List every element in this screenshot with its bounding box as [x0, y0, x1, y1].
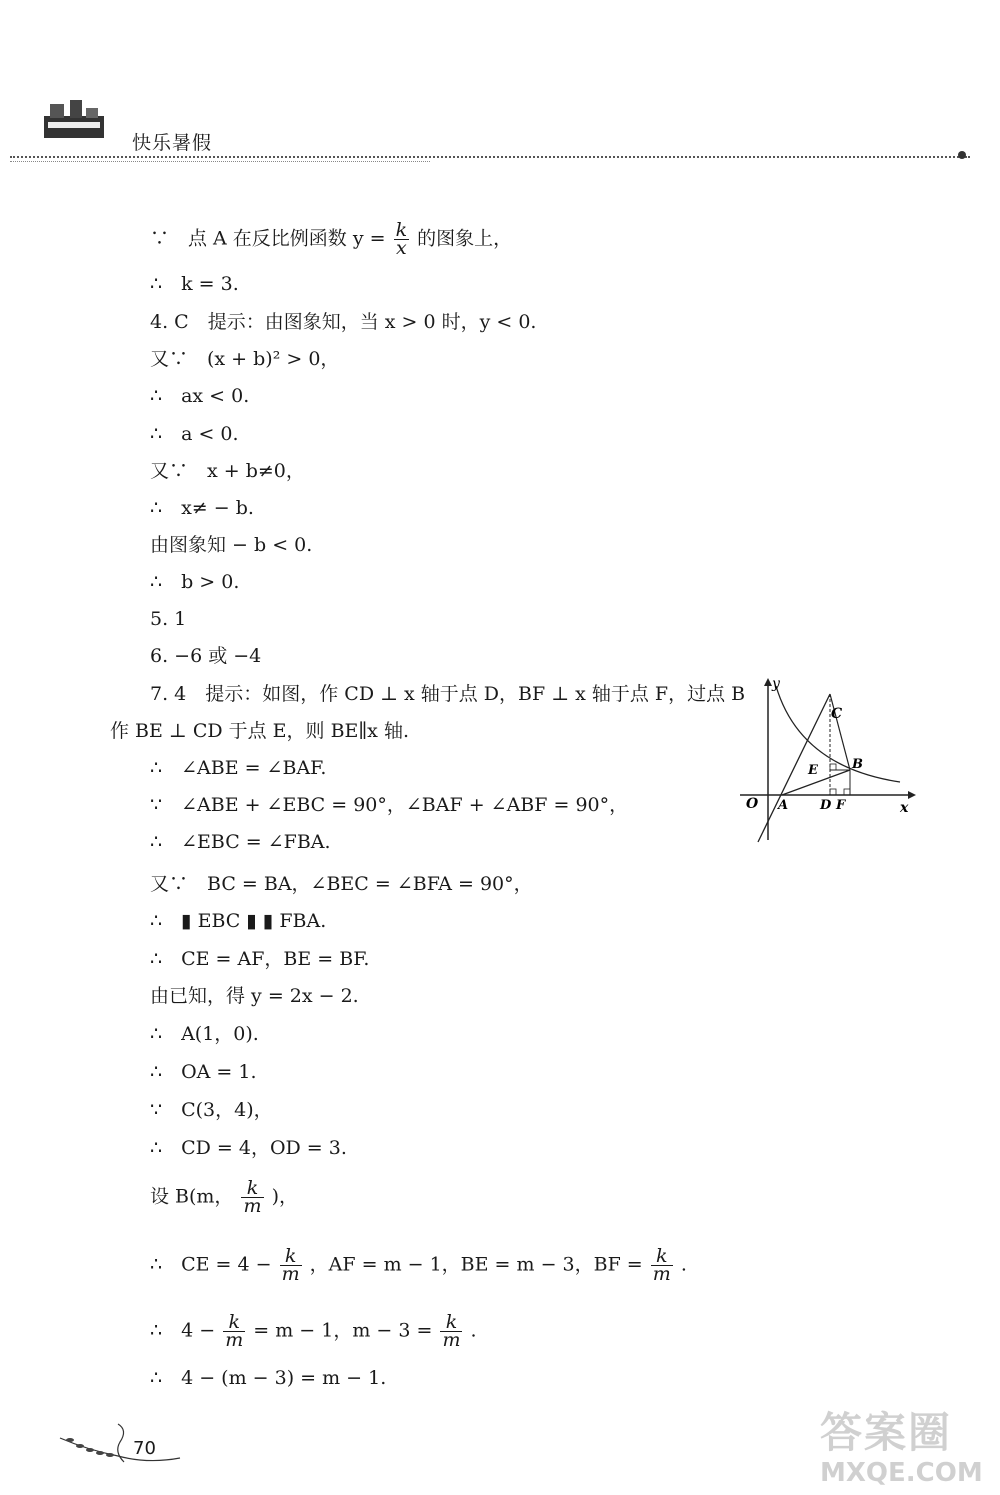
- line-text: )，: [271, 1185, 298, 1208]
- solution-line: 又∵ BC = BA，∠BEC = ∠BFA = 90°，: [150, 873, 533, 895]
- solution-line: ∴ OA = 1.: [150, 1061, 257, 1083]
- page-header: [40, 98, 990, 168]
- diagram-label: x: [900, 800, 909, 816]
- fraction-numerator: k: [651, 1248, 673, 1266]
- fraction: [241, 1177, 263, 1217]
- fraction-denominator: m: [442, 1329, 461, 1351]
- solution-line: 7. 4 提示：如图，作 CD ⊥ x 轴于点 D，BF ⊥ x 轴于点 F，过点 B: [150, 683, 746, 705]
- solution-line: ∴ 4 − (m − 3) = m − 1.: [150, 1367, 387, 1389]
- fraction-denominator: m: [225, 1329, 244, 1351]
- solution-line: [150, 1177, 298, 1217]
- solution-line: 又∵ x + b≠0，: [150, 460, 305, 482]
- header-title: 快乐暑假: [132, 132, 213, 154]
- solution-line: [150, 1245, 687, 1285]
- diagram-label: B: [852, 757, 863, 772]
- line-text: .: [680, 1253, 687, 1276]
- site-watermark: [820, 1400, 990, 1490]
- solution-line: 6. −6 或 −4: [150, 645, 262, 667]
- fraction-numerator: k: [223, 1314, 245, 1332]
- solution-line: ∴ ax < 0.: [150, 385, 250, 407]
- diagram-label: A: [778, 798, 789, 813]
- diagram-label: C: [831, 706, 843, 722]
- header-divider-dot: [958, 151, 966, 159]
- fraction: [440, 1311, 462, 1351]
- line-text: ，AF = m − 1，BE = m − 3，BF =: [309, 1253, 643, 1276]
- fraction: [280, 1245, 302, 1285]
- book-stack-logo-icon: [40, 98, 112, 146]
- watermark-url: MXQE.COM: [820, 1458, 983, 1488]
- solution-line: 4. C 提示：由图象知，当 x > 0 时，y < 0.: [150, 311, 537, 333]
- solution-line: ∴ CE = AF，BE = BF.: [150, 948, 370, 970]
- fraction: [394, 219, 410, 259]
- fraction: [223, 1311, 245, 1351]
- diagram-label: O: [746, 796, 759, 812]
- solution-line: ∴ A(1，0).: [150, 1023, 259, 1045]
- watermark-text: 答案圈: [820, 1408, 953, 1457]
- solution-line: [150, 1311, 477, 1351]
- fraction-numerator: k: [241, 1180, 263, 1198]
- solution-line: 由已知，得 y = 2x − 2.: [150, 985, 359, 1007]
- solution-line: ∴ k = 3.: [150, 273, 239, 295]
- solution-line: ∵ C(3，4)，: [150, 1099, 273, 1121]
- solution-line: ∴ x≠ − b.: [150, 497, 254, 519]
- fraction-denominator: m: [652, 1263, 671, 1285]
- fraction: [651, 1245, 673, 1285]
- solution-line: 5. 1: [150, 608, 187, 630]
- fraction-denominator: m: [243, 1195, 262, 1217]
- line-text: 的图象上，: [417, 227, 513, 250]
- solution-line: 又∵ (x + b)² > 0，: [150, 348, 340, 370]
- solution-line: ∴ ▮ EBC ▮ ▮ FBA.: [150, 910, 327, 932]
- solution-line: ∴ b > 0.: [150, 571, 240, 593]
- line-text: ∵ 点 A 在反比例函数 y =: [150, 227, 386, 250]
- fraction-numerator: k: [395, 219, 408, 241]
- vine-ornament-icon: [58, 1420, 183, 1470]
- fraction-numerator: k: [280, 1248, 302, 1266]
- fraction-denominator: x: [395, 237, 407, 259]
- diagram-label: D: [820, 798, 832, 813]
- header-divider: [10, 156, 970, 158]
- solution-line: ∴ ∠EBC = ∠FBA.: [150, 831, 331, 853]
- fraction-denominator: m: [281, 1263, 300, 1285]
- solution-line: 作 BE ⊥ CD 于点 E，则 BE∥x 轴.: [110, 720, 409, 742]
- solution-line: 由图象知 − b < 0.: [150, 534, 313, 556]
- header-divider-secondary: [10, 161, 430, 162]
- diagram-label: F: [836, 798, 846, 813]
- diagram-label: y: [772, 676, 780, 692]
- solution-line: ∴ a < 0.: [150, 423, 239, 445]
- solution-line: ∴ ∠ABE = ∠BAF.: [150, 757, 327, 779]
- line-text: ∴ 4 −: [150, 1319, 216, 1342]
- geometry-diagram: [740, 672, 920, 847]
- line-text: .: [470, 1319, 477, 1342]
- diagram-label: E: [808, 763, 818, 778]
- fraction-numerator: k: [440, 1314, 462, 1332]
- solution-line: ∵ ∠ABE + ∠EBC = 90°，∠BAF + ∠ABF = 90°，: [150, 794, 629, 816]
- line-text: ∴ CE = 4 −: [150, 1253, 272, 1276]
- solution-line: ∴ CD = 4，OD = 3.: [150, 1137, 347, 1159]
- line-text: = m − 1，m − 3 =: [253, 1319, 433, 1342]
- page-number: 70: [133, 1438, 156, 1459]
- solution-line: [150, 219, 513, 259]
- line-text: 设 B(m，: [150, 1185, 234, 1208]
